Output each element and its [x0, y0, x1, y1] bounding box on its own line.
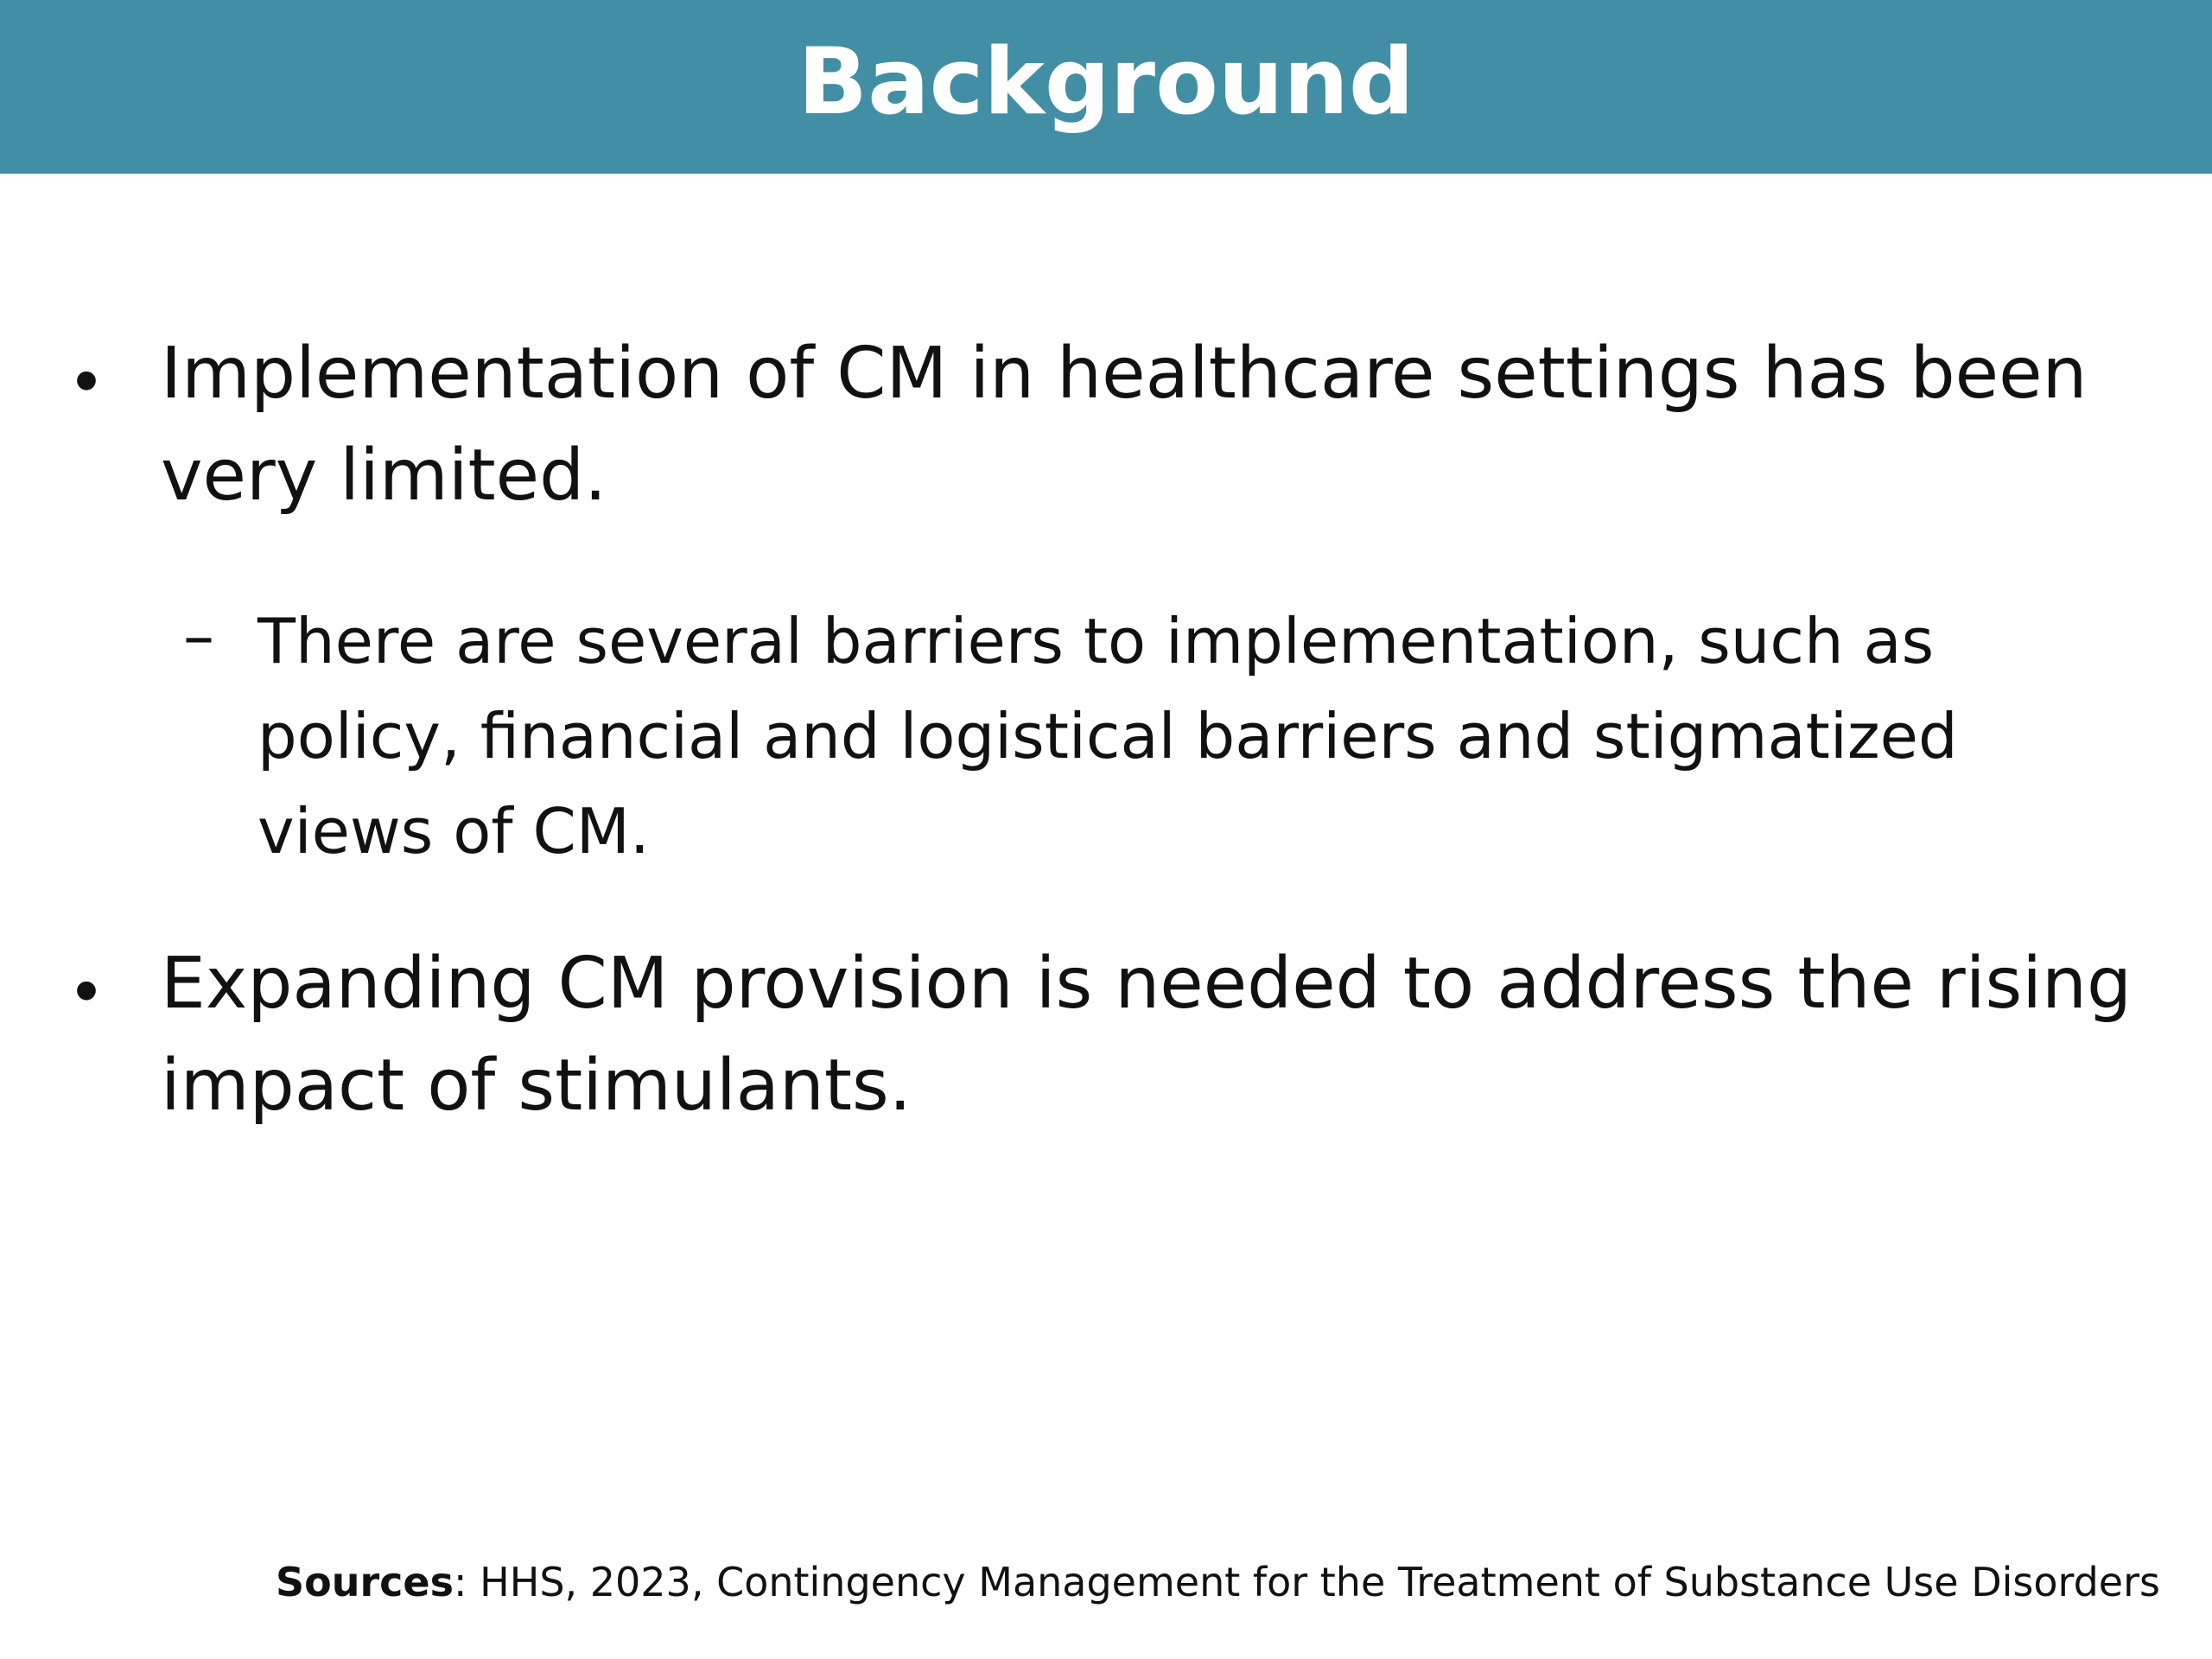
sources-citation: [276, 1559, 2160, 1605]
bullet-line: Implementation of CM in healthcare settings has been: [161, 333, 2088, 415]
bullet-dot-icon: •: [74, 341, 99, 418]
sub-bullet-text: [257, 605, 1958, 895]
bullet-line: Expanding CM provision is needed to address the rising: [161, 943, 2133, 1025]
bullet-line: impact of stimulants.: [161, 1045, 912, 1127]
bullet-text: [161, 333, 2088, 543]
bullet-dot-icon: •: [74, 951, 99, 1028]
sources-label: Sources: [276, 1559, 454, 1605]
sub-bullet-line: policy, financial and logistical barriers and stigmatized: [257, 700, 1958, 772]
slide-title: Background: [798, 28, 1414, 135]
bullet-line: very limited.: [161, 435, 607, 517]
sub-bullet-line: views of CM.: [257, 795, 650, 868]
bullet-text: [161, 943, 2133, 1153]
sources-separator: :: [454, 1559, 467, 1605]
sub-bullet-dash-icon: –: [183, 600, 214, 672]
sources-text: HHS, 2023, Contingency Management for the Treatment of Substance Use Disorders: [467, 1559, 2160, 1605]
sub-bullet-line: There are several barriers to implementation, such as: [257, 605, 1935, 677]
